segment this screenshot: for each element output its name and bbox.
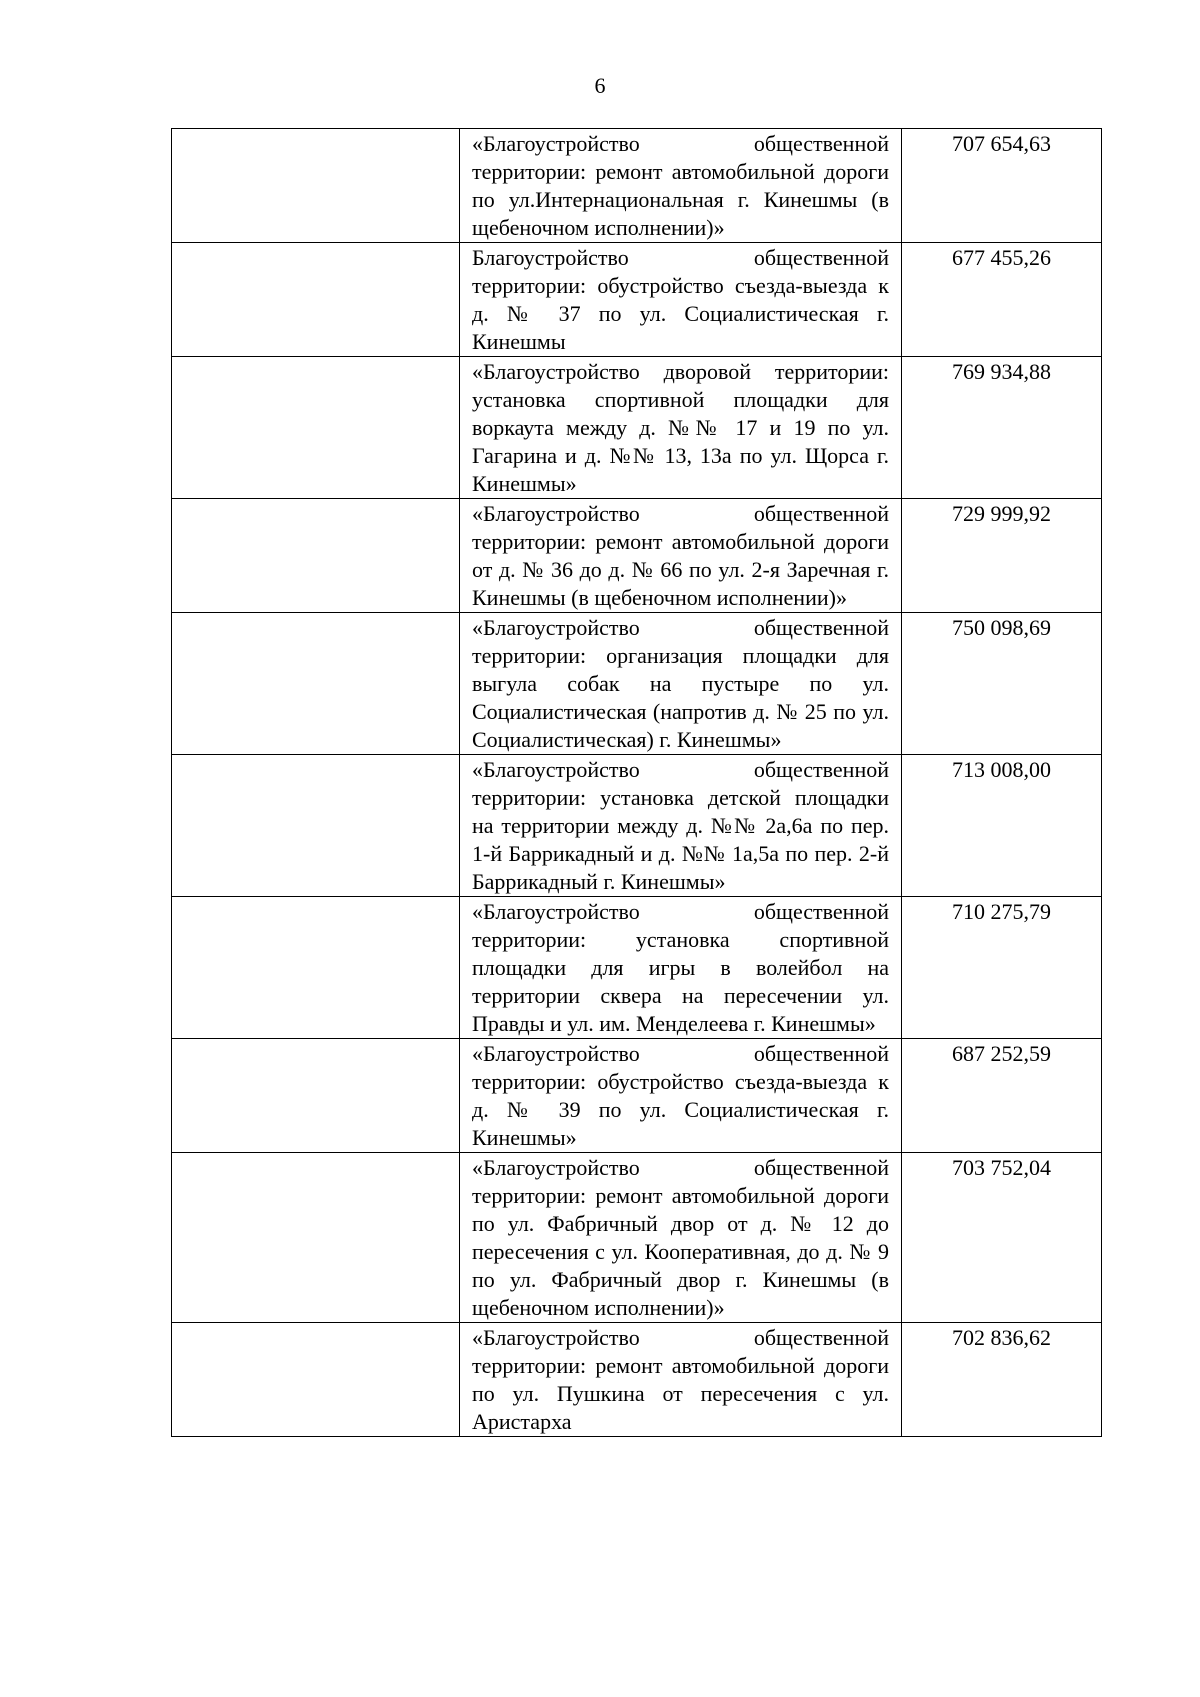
table-row (172, 357, 1102, 499)
table-cell-empty (172, 357, 460, 499)
table-cell-amount: 687 252,59 (902, 1039, 1102, 1153)
table-cell-description (460, 1153, 902, 1323)
table-cell-empty (172, 129, 460, 243)
table-row (172, 1039, 1102, 1153)
row-description: «Благоустройство общественной территории: обустройство съезда-выезда к д. № 39 по ул. Социалистическая г. Кинешмы» (472, 1041, 889, 1150)
table-row (172, 1153, 1102, 1323)
page-number: 6 (594, 73, 606, 98)
table-cell-amount: 677 455,26 (902, 243, 1102, 357)
table-cell-amount: 702 836,62 (902, 1323, 1102, 1437)
table-row (172, 499, 1102, 613)
row-description: Благоустройство общественной территории: обустройство съезда-выезда к д. № 37 по ул. Социалистическая г. Кинешмы (472, 245, 889, 354)
table-cell-description (460, 1323, 902, 1437)
table-cell-description (460, 243, 902, 357)
table-row (172, 1323, 1102, 1437)
table-cell-description (460, 613, 902, 755)
table-cell-amount: 703 752,04 (902, 1153, 1102, 1323)
table-row (172, 129, 1102, 243)
table-cell-description (460, 357, 902, 499)
table-cell-description (460, 499, 902, 613)
row-description: «Благоустройство общественной территории: ремонт автомобильной дороги по ул. Фабричный двор от д. № 12 до пересечения с ул. Кооперативная, до д. № 9 по ул. Фабричный двор г. Кинешмы (в щебеночном исполнении)» (472, 1155, 889, 1320)
table-row (172, 243, 1102, 357)
row-description: «Благоустройство общественной территории: установка спортивной площадки для игры в волейбол на территории сквера на пересечении ул. Правды и ул. им. Менделеева г. Кинешмы» (472, 899, 889, 1036)
table-cell-description (460, 129, 902, 243)
table-cell-empty (172, 755, 460, 897)
table-cell-amount: 769 934,88 (902, 357, 1102, 499)
table-row (172, 897, 1102, 1039)
table-row (172, 755, 1102, 897)
table-cell-amount: 729 999,92 (902, 499, 1102, 613)
table-cell-amount: 750 098,69 (902, 613, 1102, 755)
budget-table (171, 128, 1102, 1437)
table-cell-empty (172, 1039, 460, 1153)
table-cell-empty (172, 613, 460, 755)
table-cell-amount: 710 275,79 (902, 897, 1102, 1039)
table-cell-empty (172, 499, 460, 613)
table-cell-amount: 707 654,63 (902, 129, 1102, 243)
row-description: «Благоустройство общественной территории: установка детской площадки на территории между д. №№ 2а,6а по пер. 1-й Баррикадный и д. №№ 1а,5а по пер. 2-й Баррикадный г. Кинешмы» (472, 757, 889, 894)
table-cell-empty (172, 1153, 460, 1323)
table-cell-empty (172, 897, 460, 1039)
table-cell-description (460, 755, 902, 897)
row-description: «Благоустройство общественной территории: ремонт автомобильной дороги от д. № 36 до д. № 66 по ул. 2-я Заречная г. Кинешмы (в щебеночном исполнении)» (472, 501, 889, 610)
table-cell-empty (172, 1323, 460, 1437)
row-description: «Благоустройство дворовой территории: установка спортивной площадки для воркаута между д. №№ 17 и 19 по ул. Гагарина и д. №№ 13, 13а по ул. Щорса г. Кинешмы» (472, 359, 889, 496)
table-cell-amount: 713 008,00 (902, 755, 1102, 897)
row-description: «Благоустройство общественной территории: ремонт автомобильной дороги по ул.Интернациональная г. Кинешмы (в щебеночном исполнении)» (472, 131, 889, 240)
row-description: «Благоустройство общественной территории: ремонт автомобильной дороги по ул. Пушкина от пересечения с ул. Аристарха (472, 1325, 889, 1434)
row-description: «Благоустройство общественной территории: организация площадки для выгула собак на пустыре по ул. Социалистическая (напротив д. № 25 по ул. Социалистическая) г. Кинешмы» (472, 615, 889, 752)
table-cell-description (460, 897, 902, 1039)
table-row (172, 613, 1102, 755)
table-cell-empty (172, 243, 460, 357)
table-cell-description (460, 1039, 902, 1153)
